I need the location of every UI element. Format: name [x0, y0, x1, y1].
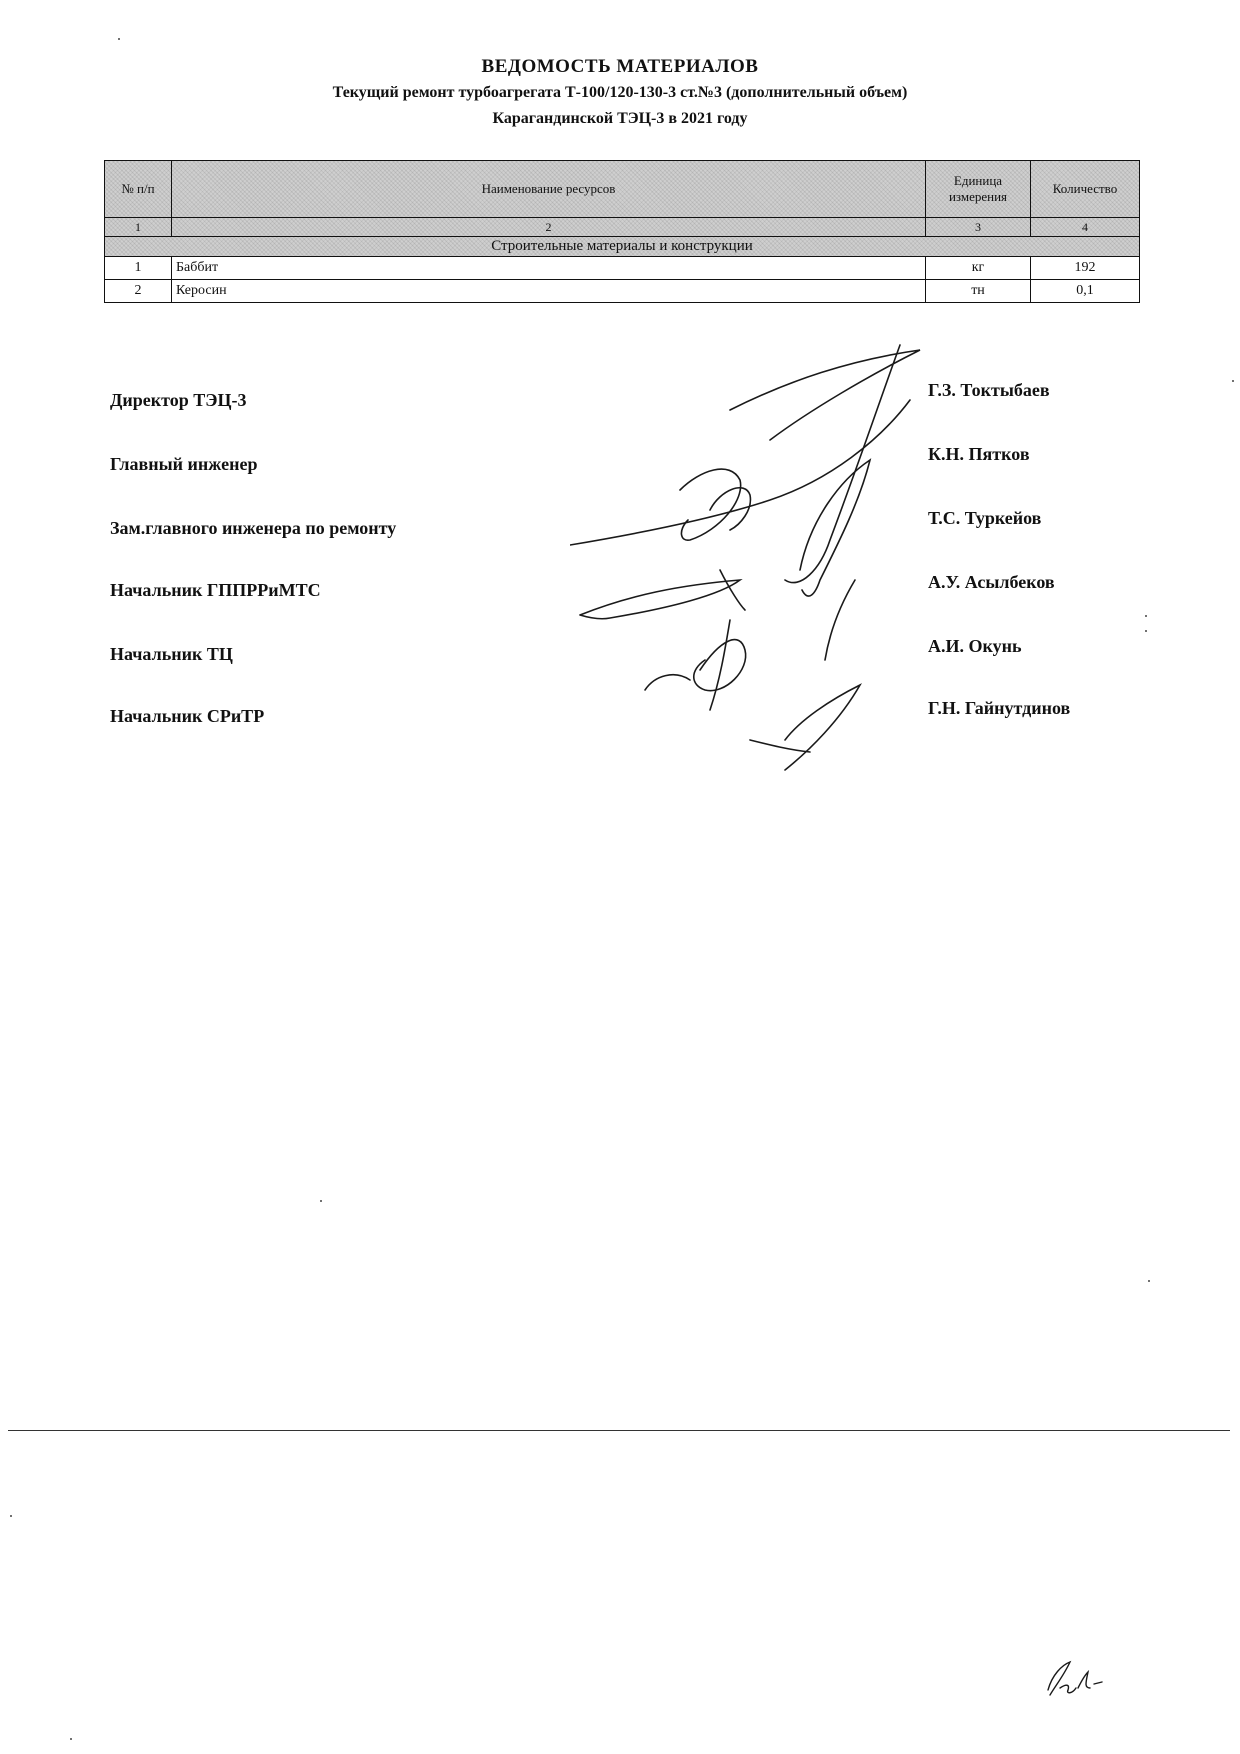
scan-speck	[1148, 1280, 1150, 1282]
signatory-position-sritr-head: Начальник СРиТР	[110, 706, 265, 726]
row-unit: кг	[926, 257, 1031, 280]
signatory-position-chief-engineer: Главный инженер	[110, 454, 258, 474]
column-header-resource-name: Наименование ресурсов	[172, 161, 926, 218]
signatory-name-gpprrimts-head: А.У. Асылбеков	[928, 572, 1055, 592]
materials-table	[104, 160, 1140, 303]
scan-speck	[70, 1738, 72, 1740]
handwritten-initials	[1040, 1650, 1120, 1710]
scan-speck	[1145, 615, 1147, 617]
column-number-3: 3	[926, 218, 1031, 237]
document-subtitle-plant: Карагандинской ТЭЦ-3 в 2021 году	[492, 110, 748, 127]
row-quantity: 192	[1031, 257, 1140, 280]
column-header-number: № п/п	[105, 161, 172, 218]
section-row	[105, 237, 1140, 257]
row-resource-name: Керосин	[172, 280, 926, 303]
scan-speck	[1232, 380, 1234, 382]
section-title: Строительные материалы и конструкции	[105, 237, 1140, 257]
signatory-position-deputy-chief-engineer: Зам.главного инженера по ремонту	[110, 518, 397, 538]
document-subtitle-repair: Текущий ремонт турбоагрегата Т-100/120-130-3 ст.№3 (дополнительный объем)	[332, 84, 908, 101]
row-number: 2	[105, 280, 172, 303]
column-number-4: 4	[1031, 218, 1140, 237]
scan-speck	[118, 38, 120, 40]
signatory-position-gpprrimts-head: Начальник ГППРРиМТС	[110, 580, 321, 600]
signatory-name-director: Г.З. Токтыбаев	[928, 380, 1050, 400]
column-header-quantity: Количество	[1031, 161, 1140, 218]
signatory-name-sritr-head: Г.Н. Гайнутдинов	[928, 698, 1071, 718]
page-divider-line	[8, 1430, 1230, 1431]
handwritten-signatures	[570, 340, 930, 790]
scan-speck	[1145, 630, 1147, 632]
signatory-name-tc-head: А.И. Окунь	[928, 636, 1022, 656]
column-header-unit: Единица измерения	[926, 161, 1031, 218]
column-number-2: 2	[172, 218, 926, 237]
signatory-position-director: Директор ТЭЦ-3	[110, 390, 247, 410]
column-numbers-row	[105, 218, 1140, 237]
signatory-name-chief-engineer: К.Н. Пятков	[928, 444, 1030, 464]
column-number-1: 1	[105, 218, 172, 237]
row-number: 1	[105, 257, 172, 280]
scan-speck	[10, 1515, 12, 1517]
signatory-position-tc-head: Начальник ТЦ	[110, 644, 233, 664]
row-resource-name: Баббит	[172, 257, 926, 280]
table-row	[105, 257, 1140, 280]
row-quantity: 0,1	[1031, 280, 1140, 303]
signatory-name-deputy-chief-engineer: Т.С. Туркейов	[928, 508, 1042, 528]
scan-speck	[320, 1200, 322, 1202]
document-title: ВЕДОМОСТЬ МАТЕРИАЛОВ	[481, 56, 759, 77]
table-header-row	[105, 161, 1140, 218]
row-unit: тн	[926, 280, 1031, 303]
table-row	[105, 280, 1140, 303]
